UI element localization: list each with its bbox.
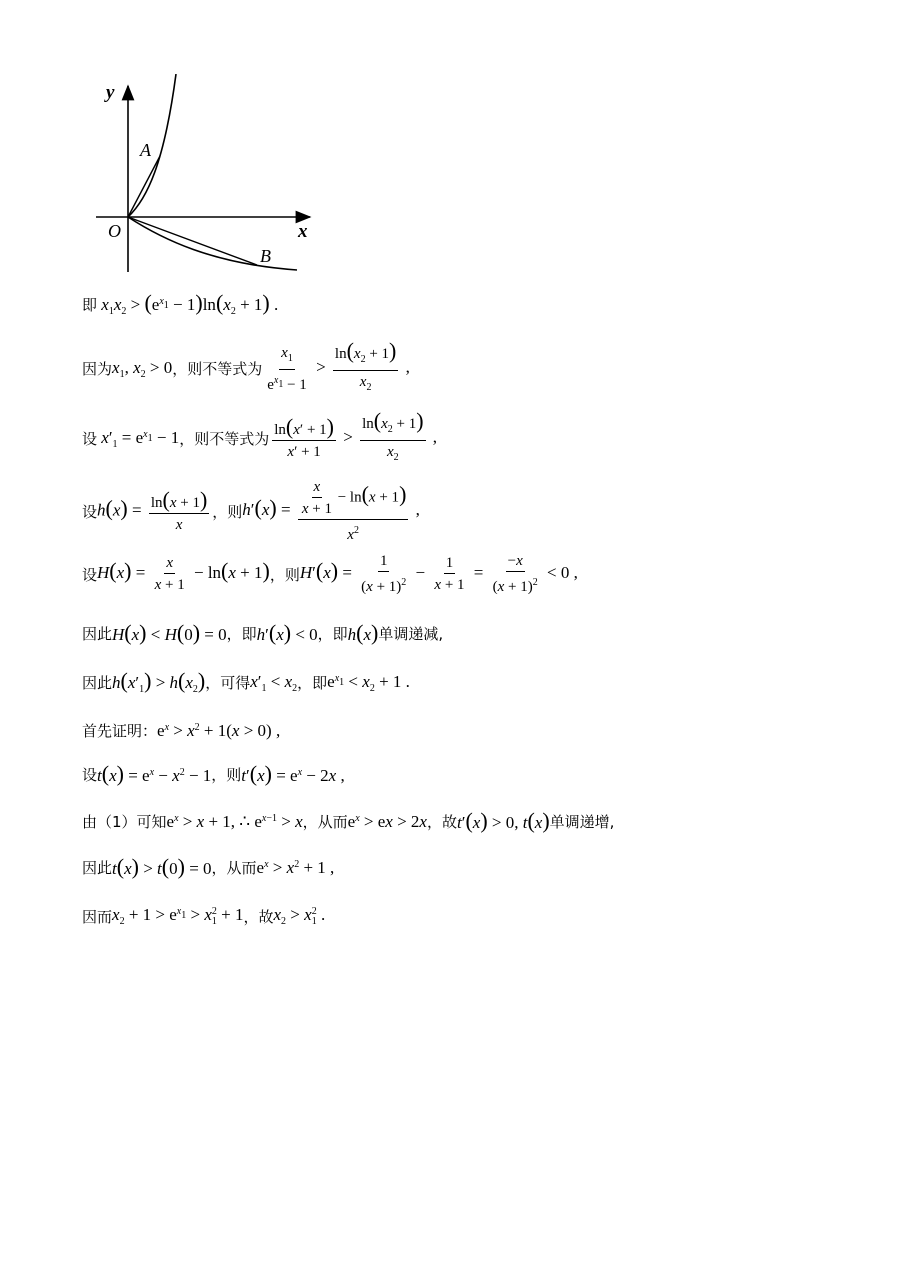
formula-1: $x_1x_2 > (e^{x_1} - 1)\ln(x_2 + 1)$ . xyxy=(101,290,279,317)
graph-figure xyxy=(92,74,322,284)
line-5: 设 H(x) = $\frac{x}{x + 1}$ − ln(x + 1) ，则 H′(x) = $\frac{1}{(x + 1)^2}$ − $\frac{1}{x + 1}$ = $\frac{-x}{(x + 1)^2}$ < 0 , xyxy=(82,553,578,595)
line-4: 设 h(x) = $\frac{\ln(x + 1)}{x}$ ，则 h′(x) = $\frac{x}{x + 1}$ − ln(x + 1) $x^2$ , xyxy=(82,479,420,543)
line-6: 因此 H(x) < H(0) = 0 ，即 h′(x) < 0 ，即 h(x) 单调递减, xyxy=(82,620,444,645)
origin-label: O xyxy=(108,221,121,241)
line-7: 因此 $h(x'_1) > h(x_2)$ ，可得 $x'_1 < x_2$ ，即 $e^{x_1} < x_2 + 1$ . xyxy=(82,668,410,695)
formula-5: H′(x) = $\frac{1}{(x + 1)^2}$ − $\frac{1}{x + 1}$ = $\frac{-x}{(x + 1)^2}$ < 0 , xyxy=(299,553,578,595)
axis-label-x: x xyxy=(298,221,308,242)
exp-curve xyxy=(128,74,176,217)
line-1: 即 $x_1x_2 > (e^{x_1} - 1)\ln(x_2 + 1)$ . xyxy=(82,290,279,317)
line-8: 首先证明： $e^x > x^2 + 1(x > 0)$ , xyxy=(82,720,281,740)
log-curve xyxy=(128,217,297,270)
formula-2: $\frac{x_1}{e^{x_1} - 1}$ > $\frac{\ln(x_2 + 1)}{x_2}$ , xyxy=(267,338,410,393)
line-12: 因而 $x_2 + 1 > e^{x_1} > x_1^2 + 1$ ，故 $x_2 > x_1^2$ . xyxy=(82,905,326,927)
chord-oa xyxy=(128,156,160,217)
point-a-label: A xyxy=(140,140,151,160)
formula-3: $\frac{\ln(x' + 1)}{x' + 1}$ > $\frac{\ln(x_2 + 1)}{x_2}$ , xyxy=(274,408,438,463)
line-9: 设 $t(x) = e^x - x^2 - 1$ ，则 $t'(x) = e^x - 2x$ , xyxy=(82,761,345,786)
point-b-label: B xyxy=(260,246,271,266)
chord-ob xyxy=(128,217,257,265)
line-3: 设 $x'_1 = e^{x_1} - 1$ ，则不等式为 $\frac{\ln(x' + 1)}{x' + 1}$ > $\frac{\ln(x_2 + 1)}{x_2}$ , xyxy=(82,410,437,467)
line-10: 由（1）可知 $e^x > x + 1$, ∴ $e^{x-1} > x$ ，从而 $e^x$ > ex > 2x ，故 t′(x) > 0, t(x) 单调递增, xyxy=(82,808,615,833)
axis-label-y: y xyxy=(106,82,115,103)
formula-4: h′(x) = $\frac{x}{x + 1}$ − ln(x + 1) $x^2$ , xyxy=(242,479,420,543)
line-2: 因为 $x_1$, $x_2 > 0$ ，则不等式为 $\frac{x_1}{e^{x_1} - 1}$ > $\frac{\ln(x_2 + 1)}{x_2}$ , xyxy=(82,340,410,397)
line-11: 因此 t(x) > t(0) = 0 ，从而 $e^x > x^2 + 1$ , xyxy=(82,854,335,879)
